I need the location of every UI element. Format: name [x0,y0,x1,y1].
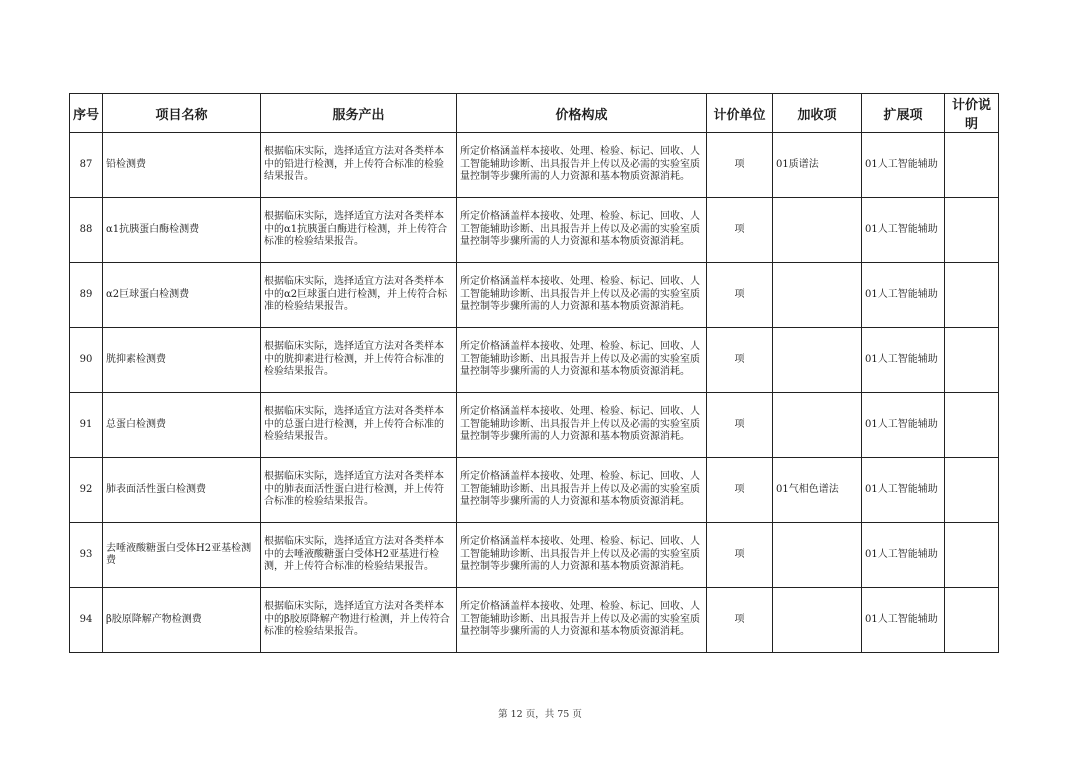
header-surcharge-item: 加收项 [773,94,862,133]
service-output-cell: 根据临床实际，选择适宜方法对各类样本中的胱抑素进行检测，并上传符合标准的检验结果报告。 [261,328,457,393]
header-extension-item: 扩展项 [862,94,945,133]
price-composition-cell: 所定价格涵盖样本接收、处理、检验、标记、回收、人工智能辅助诊断、出具报告并上传以及必需的实验室质量控制等步骤所需的人力资源和基本物质资源消耗。 [457,393,707,458]
extension-item-cell: 01人工智能辅助 [862,458,945,523]
item-name-cell: 去唾液酸糖蛋白受体H2亚基检测费 [103,523,261,588]
surcharge-item-cell [773,198,862,263]
header-pricing-unit: 计价单位 [707,94,773,133]
price-composition-cell: 所定价格涵盖样本接收、处理、检验、标记、回收、人工智能辅助诊断、出具报告并上传以及必需的实验室质量控制等步骤所需的人力资源和基本物质资源消耗。 [457,588,707,653]
pricing-unit-cell: 项 [707,458,773,523]
row-index-cell: 87 [70,133,103,198]
table-row [70,198,999,263]
extension-item-cell: 01人工智能辅助 [862,588,945,653]
service-output-cell: 根据临床实际，选择适宜方法对各类样本中的肺表面活性蛋白进行检测，并上传符合标准的检验结果报告。 [261,458,457,523]
pricing-unit-cell: 项 [707,198,773,263]
item-name-cell: α2巨球蛋白检测费 [103,263,261,328]
table-row [70,588,999,653]
service-output-cell: 根据临床实际，选择适宜方法对各类样本中的铅进行检测，并上传符合标准的检验结果报告。 [261,133,457,198]
pricing-note-cell [945,263,999,328]
surcharge-item-cell: 01气相色谱法 [773,458,862,523]
pricing-unit-cell: 项 [707,263,773,328]
page-footer: 第 12 页，共 75 页 [498,709,582,720]
pricing-note-cell [945,393,999,458]
pricing-note-cell [945,328,999,393]
header-service-output: 服务产出 [261,94,457,133]
extension-item-cell: 01人工智能辅助 [862,328,945,393]
table-row [70,523,999,588]
pricing-unit-cell: 项 [707,588,773,653]
header-price-composition: 价格构成 [457,94,707,133]
surcharge-item-cell [773,523,862,588]
table-row [70,133,999,198]
item-name-cell: 肺表面活性蛋白检测费 [103,458,261,523]
surcharge-item-cell [773,588,862,653]
header-index: 序号 [70,94,103,133]
pricing-note-cell [945,458,999,523]
item-name-cell: β胶原降解产物检测费 [103,588,261,653]
service-output-cell: 根据临床实际，选择适宜方法对各类样本中的α1抗胰蛋白酶进行检测，并上传符合标准的检验结果报告。 [261,198,457,263]
pricing-note-cell [945,198,999,263]
pricing-note-cell [945,588,999,653]
extension-item-cell: 01人工智能辅助 [862,263,945,328]
row-index-cell: 90 [70,328,103,393]
pricing-table [69,93,999,653]
surcharge-item-cell: 01质谱法 [773,133,862,198]
item-name-cell: 铅检测费 [103,133,261,198]
service-output-cell: 根据临床实际，选择适宜方法对各类样本中的α2巨球蛋白进行检测，并上传符合标准的检验结果报告。 [261,263,457,328]
item-name-cell: α1抗胰蛋白酶检测费 [103,198,261,263]
extension-item-cell: 01人工智能辅助 [862,393,945,458]
extension-item-cell: 01人工智能辅助 [862,198,945,263]
surcharge-item-cell [773,263,862,328]
price-composition-cell: 所定价格涵盖样本接收、处理、检验、标记、回收、人工智能辅助诊断、出具报告并上传以及必需的实验室质量控制等步骤所需的人力资源和基本物质资源消耗。 [457,523,707,588]
price-composition-cell: 所定价格涵盖样本接收、处理、检验、标记、回收、人工智能辅助诊断、出具报告并上传以及必需的实验室质量控制等步骤所需的人力资源和基本物质资源消耗。 [457,198,707,263]
service-output-cell: 根据临床实际，选择适宜方法对各类样本中的β胶原降解产物进行检测，并上传符合标准的检验结果报告。 [261,588,457,653]
row-index-cell: 89 [70,263,103,328]
table-row [70,328,999,393]
pricing-unit-cell: 项 [707,523,773,588]
row-index-cell: 91 [70,393,103,458]
table-row [70,393,999,458]
row-index-cell: 88 [70,198,103,263]
service-output-cell: 根据临床实际，选择适宜方法对各类样本中的去唾液酸糖蛋白受体H2亚基进行检测，并上传符合标准的检验结果报告。 [261,523,457,588]
table-row [70,458,999,523]
extension-item-cell: 01人工智能辅助 [862,133,945,198]
pricing-unit-cell: 项 [707,393,773,458]
pricing-note-cell [945,523,999,588]
row-index-cell: 93 [70,523,103,588]
header-pricing-note: 计价说明 [945,94,999,133]
table-header-row [70,94,999,133]
price-composition-cell: 所定价格涵盖样本接收、处理、检验、标记、回收、人工智能辅助诊断、出具报告并上传以及必需的实验室质量控制等步骤所需的人力资源和基本物质资源消耗。 [457,328,707,393]
item-name-cell: 胱抑素检测费 [103,328,261,393]
service-output-cell: 根据临床实际，选择适宜方法对各类样本中的总蛋白进行检测，并上传符合标准的检验结果报告。 [261,393,457,458]
price-composition-cell: 所定价格涵盖样本接收、处理、检验、标记、回收、人工智能辅助诊断、出具报告并上传以及必需的实验室质量控制等步骤所需的人力资源和基本物质资源消耗。 [457,458,707,523]
header-item-name: 项目名称 [103,94,261,133]
surcharge-item-cell [773,328,862,393]
price-composition-cell: 所定价格涵盖样本接收、处理、检验、标记、回收、人工智能辅助诊断、出具报告并上传以及必需的实验室质量控制等步骤所需的人力资源和基本物质资源消耗。 [457,133,707,198]
row-index-cell: 94 [70,588,103,653]
pricing-note-cell [945,133,999,198]
extension-item-cell: 01人工智能辅助 [862,523,945,588]
table-body [70,133,999,653]
pricing-unit-cell: 项 [707,328,773,393]
item-name-cell: 总蛋白检测费 [103,393,261,458]
row-index-cell: 92 [70,458,103,523]
pricing-unit-cell: 项 [707,133,773,198]
surcharge-item-cell [773,393,862,458]
price-composition-cell: 所定价格涵盖样本接收、处理、检验、标记、回收、人工智能辅助诊断、出具报告并上传以及必需的实验室质量控制等步骤所需的人力资源和基本物质资源消耗。 [457,263,707,328]
table-row [70,263,999,328]
